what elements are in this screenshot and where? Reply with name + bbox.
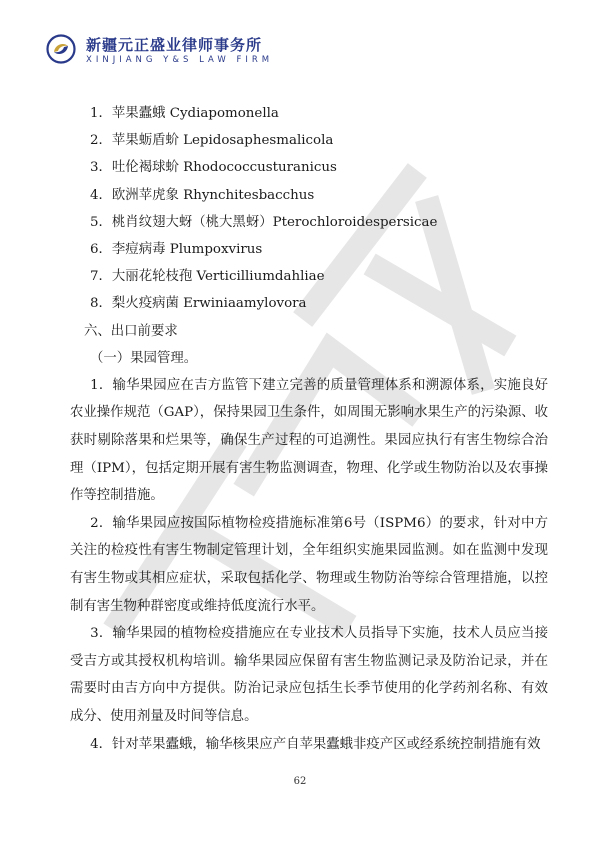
paragraph: 1．输华果园应在吉方监管下建立完善的质量管理体系和溯源体系，实施良好农业操作规范（GAP），保持果园卫生条件，如周围无影响水果生产的污染源、收获时剔除落果和烂果等，确保生产过程的可追溯性。果园应执行有害生物综合治理（IPM），包括定期开展有害生物监测调查，物理、化学或生物防治以及农事操作等控制措施。 [70,377,548,504]
page-number: 62 [293,776,307,787]
document-body [70,100,548,758]
pest-item: 2．苹果蛎盾蚧 Lepidosaphesmalicola [90,133,334,149]
pest-item: 4．欧洲苹虎象 Rhynchitesbacchus [90,187,315,203]
firm-logo-icon [46,34,76,64]
firm-name-en: XINJIANG Y&S LAW FIRM [86,55,274,65]
paragraph: 2．输华果园应按国际植物检疫措施标准第6号（ISPM6）的要求，针对中方关注的检疫性有害生物制定管理计划，全年组织实施果园监测。如在监测中发现有害生物或其相应症状，采取包括化学、物理或生物防治等综合管理措施，以控制有害生物种群密度或维持低度流行水平。 [70,515,548,614]
pest-item: 5．桃肖纹翅大蚜（桃大黑蚜）Pterochloroidespersicae [90,214,438,230]
pest-item: 3．吐伦褐球蚧 Rhodococcusturanicus [90,160,337,176]
page-header [46,34,566,70]
pest-item: 7．大丽花轮枝孢 Verticilliumdahliae [90,269,325,285]
paragraph: 3．输华果园的植物检疫措施应在专业技术人员指导下实施，技术人员应当接受吉方或其授权机构培训。输华果园应保留有害生物监测记录及防治记录，并在需要时由吉方向中方提供。防治记录应包括生长季节使用的化学药剂名称、有效成分、使用剂量及时间等信息。 [70,626,548,724]
section-title: 六、出口前要求 [84,323,178,339]
pest-item: 8．梨火疫病菌 Erwiniaamylovora [90,296,307,312]
paragraph: 4．针对苹果蠹蛾，输华核果应产自苹果蠹蛾非疫产区或经系统控制措施有效 [90,736,541,752]
subsection-title: （一）果园管理。 [90,350,198,366]
firm-name-cn: 新疆元正盛业律师事务所 [86,36,263,54]
pest-item: 1．苹果蠹蛾 Cydiapomonella [90,106,279,121]
pest-item: 6．李痘病毒 Plumpoxvirus [90,241,263,257]
